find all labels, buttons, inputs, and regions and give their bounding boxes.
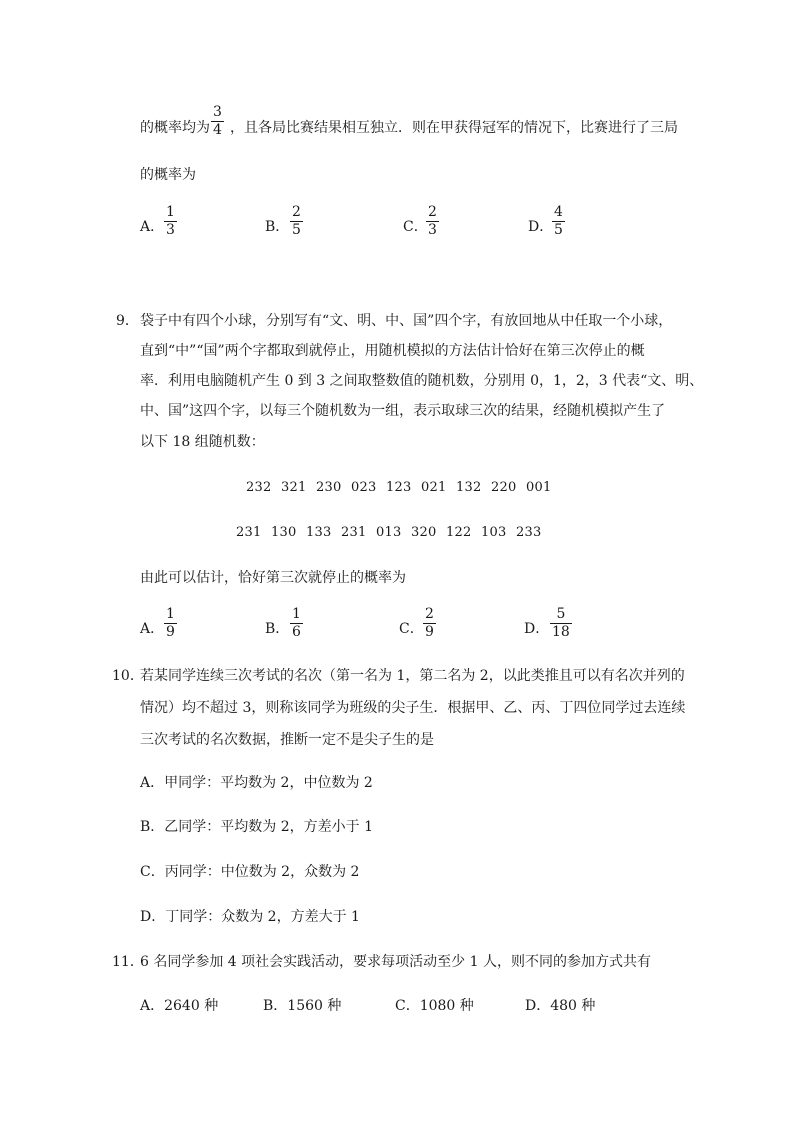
option-fraction (290, 606, 303, 641)
random-number: 023 (351, 480, 377, 495)
option-label: B． (265, 621, 290, 637)
fraction-denominator: 5 (292, 222, 301, 238)
q11-option-a[interactable]: A．2640 种 (140, 998, 219, 1014)
q11-option-c[interactable]: C．1080 种 (395, 998, 474, 1014)
question-number: 11． (112, 954, 144, 970)
q10-line-1: 若某同学连续三次考试的名次（第一名为 1，第二名为 2，以此类推且可以有名次并列的 (140, 668, 685, 684)
random-number: 001 (526, 480, 552, 495)
option-fraction (423, 606, 436, 641)
fraction-numerator: 3 (213, 104, 222, 120)
option-label: D． (528, 219, 554, 235)
q11-option-b[interactable]: B．1560 种 (263, 998, 342, 1014)
fraction-denominator: 9 (166, 624, 175, 640)
option-fraction (426, 204, 439, 239)
fraction-numerator: 5 (556, 606, 566, 622)
option-fraction (290, 204, 303, 239)
fraction-numerator: 2 (292, 204, 301, 220)
random-number: 013 (376, 525, 402, 540)
option-label: C． (403, 219, 428, 235)
random-number: 122 (446, 525, 472, 540)
option-label: A． (140, 621, 165, 637)
fraction-denominator: 6 (292, 624, 301, 640)
random-number: 021 (421, 480, 447, 495)
q9-line-2: 直到“中”“国”两个字都取到就停止，用随机模拟的方法估计恰好在第三次停止的概 (140, 343, 645, 359)
q9-line-1: 袋子中有四个小球，分别写有“文、明、中、国”四个字，有放回地从中任取一个小球， (140, 313, 673, 329)
option-label: B． (265, 219, 290, 235)
fraction-numerator: 1 (292, 606, 301, 622)
fraction-numerator: 1 (166, 606, 175, 622)
q9-conclusion: 由此可以估计，恰好第三次就停止的概率为 (140, 570, 406, 586)
option-fraction (164, 204, 177, 239)
random-number: 220 (491, 480, 517, 495)
question-number: 10． (112, 668, 144, 684)
random-number: 320 (411, 525, 437, 540)
fraction-numerator: 2 (425, 606, 434, 622)
q10-line-2: 情况）均不超过 3，则称该同学为班级的尖子生．根据甲、乙、丙、丁四位同学过去连续 (140, 700, 686, 716)
q10-line-3: 三次考试的名次数据，推断一定不是尖子生的是 (140, 732, 434, 748)
option-fraction (164, 606, 177, 641)
random-number: 132 (456, 480, 482, 495)
option-label: A． (140, 219, 165, 235)
q10-option-b[interactable]: B．乙同学：平均数为 2，方差小于 1 (140, 819, 374, 835)
q9-line-3: 率．利用电脑随机产生 0 到 3 之间取整数值的随机数，分别用 0，1，2，3 代表“文、明、 (140, 373, 704, 389)
option-fraction (552, 204, 565, 239)
q8-line2: 的概率为 (140, 167, 196, 183)
random-number: 230 (316, 480, 342, 495)
random-number: 123 (386, 480, 412, 495)
random-number: 321 (281, 480, 307, 495)
random-number: 103 (481, 525, 507, 540)
fraction-denominator: 3 (428, 222, 437, 238)
random-number: 133 (306, 525, 332, 540)
random-number: 130 (271, 525, 297, 540)
fraction-denominator: 18 (552, 624, 570, 640)
random-number: 233 (516, 525, 542, 540)
q10-option-a[interactable]: A．甲同学：平均数为 2，中位数为 2 (140, 775, 373, 791)
option-label: D． (524, 621, 550, 637)
fraction-numerator: 2 (428, 204, 437, 220)
fraction-numerator: 4 (554, 204, 563, 220)
option-label: C． (399, 621, 424, 637)
q8-line1-prefix: 的概率均为 (140, 120, 210, 136)
fraction-denominator: 9 (425, 624, 434, 640)
q10-option-d[interactable]: D．丁同学：众数为 2，方差大于 1 (140, 909, 360, 925)
q11-option-d[interactable]: D．480 种 (525, 998, 596, 1014)
q9-line-5: 以下 18 组随机数： (140, 434, 265, 450)
random-number: 231 (236, 525, 262, 540)
random-number: 231 (341, 525, 367, 540)
fraction-denominator: 3 (166, 222, 175, 238)
random-number: 232 (246, 480, 272, 495)
option-fraction (550, 606, 572, 641)
question-number: 9． (116, 313, 139, 329)
q8-probability-fraction (211, 104, 224, 139)
q9-line-4: 中、国”这四个字，以每三个随机数为一组，表示取球三次的结果，经随机模拟产生了 (140, 403, 666, 419)
fraction-numerator: 1 (166, 204, 175, 220)
q11-text: 6 名同学参加 4 项社会实践活动，要求每项活动至少 1 人，则不同的参加方式共有 (140, 954, 651, 970)
fraction-denominator: 4 (213, 122, 222, 138)
fraction-denominator: 5 (554, 222, 563, 238)
q10-option-c[interactable]: C．丙同学：中位数为 2，众数为 2 (140, 864, 360, 880)
q8-line1-suffix: ，且各局比赛结果相互独立．则在甲获得冠军的情况下，比赛进行了三局 (230, 120, 678, 136)
